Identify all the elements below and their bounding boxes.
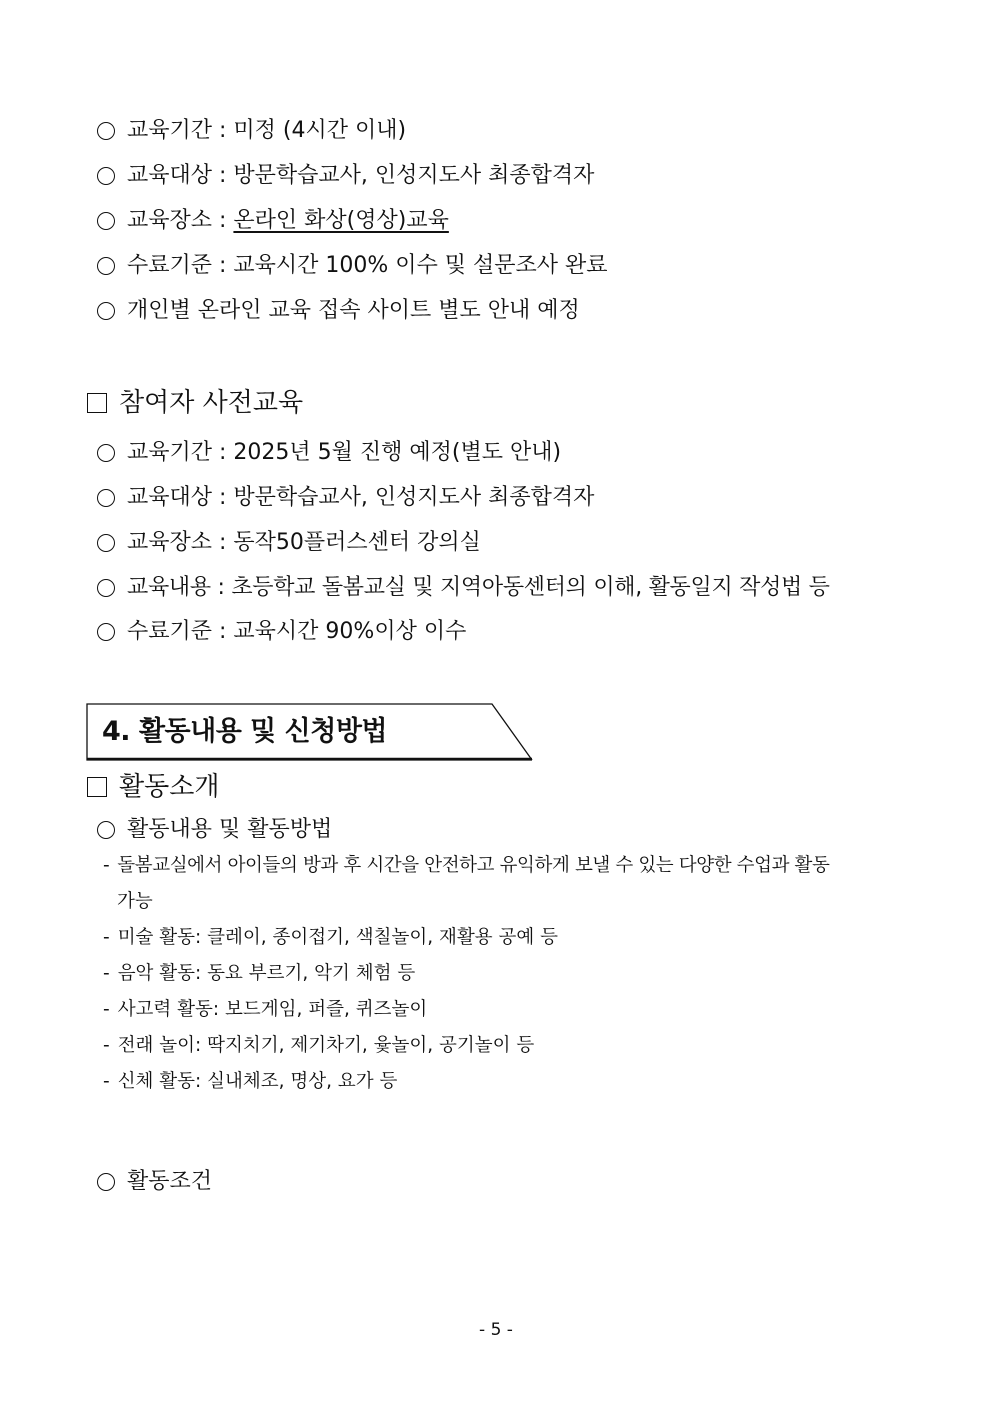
circle-bullet-icon: [97, 167, 115, 185]
value: 동작50플러스센터 강의실: [233, 530, 481, 555]
value: 초등학교 돌봄교실 및 지역아동센터의 이해, 활동일지 작성법 등: [231, 575, 830, 600]
label: 수료기준: [127, 619, 213, 644]
section-title: 4. 활동내용 및 신청방법: [102, 716, 387, 747]
value: 교육시간 100% 이수 및 설문조사 완료: [233, 253, 608, 278]
activity-intro-heading: [87, 769, 219, 805]
circle-bullet-icon: [97, 534, 115, 552]
dash-item: [103, 1031, 534, 1061]
item-text: 음악 활동: 동요 부르기, 악기 체험 등: [117, 963, 416, 984]
subheading-text: 활동내용 및 활동방법: [127, 817, 333, 842]
page-number: - 5 -: [479, 1320, 513, 1340]
dash-bullet: -: [103, 927, 110, 948]
value: 교육시간 90%이상 이수: [233, 619, 467, 644]
square-bullet-icon: [87, 393, 107, 413]
pre-period: [97, 438, 561, 468]
pre-education-heading: [87, 385, 303, 421]
pre-target: [97, 483, 594, 513]
separator: :: [212, 619, 234, 644]
separator: :: [212, 253, 234, 278]
value: 온라인 화상(영상)교육: [233, 208, 449, 233]
pre-content: [97, 573, 830, 603]
dash-bullet: -: [103, 963, 110, 984]
separator: :: [212, 440, 234, 465]
square-bullet-icon: [87, 777, 107, 797]
separator: :: [212, 118, 234, 143]
dash-item: [103, 1067, 397, 1097]
value: 방문학습교사, 인성지도사 최종합격자: [233, 485, 595, 510]
label: 교육기간: [127, 118, 213, 143]
note-text: 개인별 온라인 교육 접속 사이트 별도 안내 예정: [127, 298, 580, 323]
online-place: [97, 206, 449, 236]
circle-bullet-icon: [97, 1173, 115, 1191]
label: 교육대상: [127, 485, 213, 510]
circle-bullet-icon: [97, 302, 115, 320]
label: 수료기준: [127, 253, 213, 278]
online-criteria: [97, 251, 608, 281]
separator: :: [212, 530, 234, 555]
dash-item: [103, 995, 427, 1025]
activity-conditions: [97, 1167, 212, 1197]
pre-place: [97, 528, 481, 558]
subheading-text: 활동조건: [127, 1169, 213, 1194]
circle-bullet-icon: [97, 444, 115, 462]
circle-bullet-icon: [97, 579, 115, 597]
value: 방문학습교사, 인성지도사 최종합격자: [233, 163, 595, 188]
dash-bullet: -: [103, 1035, 110, 1056]
dash-bullet: -: [103, 1071, 110, 1092]
label: 교육대상: [127, 163, 213, 188]
circle-bullet-icon: [97, 257, 115, 275]
value: 미정 (4시간 이내): [233, 118, 407, 143]
dash-bullet: -: [103, 855, 110, 876]
activity-method: [97, 815, 332, 845]
circle-bullet-icon: [97, 489, 115, 507]
circle-bullet-icon: [97, 212, 115, 230]
label: 교육장소: [127, 208, 213, 233]
online-note: [97, 296, 580, 326]
item-text: 돌봄교실에서 아이들의 방과 후 시간을 안전하고 유익하게 보낼 수 있는 다양한 수업과 활동: [117, 855, 830, 876]
label: 교육장소: [127, 530, 213, 555]
label: 교육내용: [127, 575, 211, 600]
label: 교육기간: [127, 440, 213, 465]
item-text: 사고력 활동: 보드게임, 퍼즐, 퀴즈놀이: [117, 999, 428, 1020]
pre-criteria: [97, 617, 466, 647]
circle-bullet-icon: [97, 623, 115, 641]
dash-item: [103, 851, 829, 881]
circle-bullet-icon: [97, 821, 115, 839]
dash-bullet: -: [103, 999, 110, 1020]
separator: :: [212, 163, 234, 188]
online-period: [97, 116, 406, 146]
circle-bullet-icon: [97, 122, 115, 140]
dash-item: [103, 923, 558, 953]
section-title-box: [86, 703, 534, 761]
item-text: 신체 활동: 실내체조, 명상, 요가 등: [117, 1071, 398, 1092]
dash-item-continuation: 가능: [117, 891, 153, 912]
separator: :: [212, 208, 234, 233]
item-text: 미술 활동: 클레이, 종이접기, 색칠놀이, 재활용 공예 등: [117, 927, 559, 948]
heading-text: 활동소개: [119, 772, 220, 802]
separator: :: [212, 485, 234, 510]
value: 2025년 5월 진행 예정(별도 안내): [233, 440, 562, 465]
heading-text: 참여자 사전교육: [119, 388, 304, 418]
dash-item: [103, 959, 415, 989]
separator: :: [210, 575, 232, 600]
online-target: [97, 161, 594, 191]
item-text: 전래 놀이: 딱지치기, 제기차기, 윷놀이, 공기놀이 등: [117, 1035, 535, 1056]
